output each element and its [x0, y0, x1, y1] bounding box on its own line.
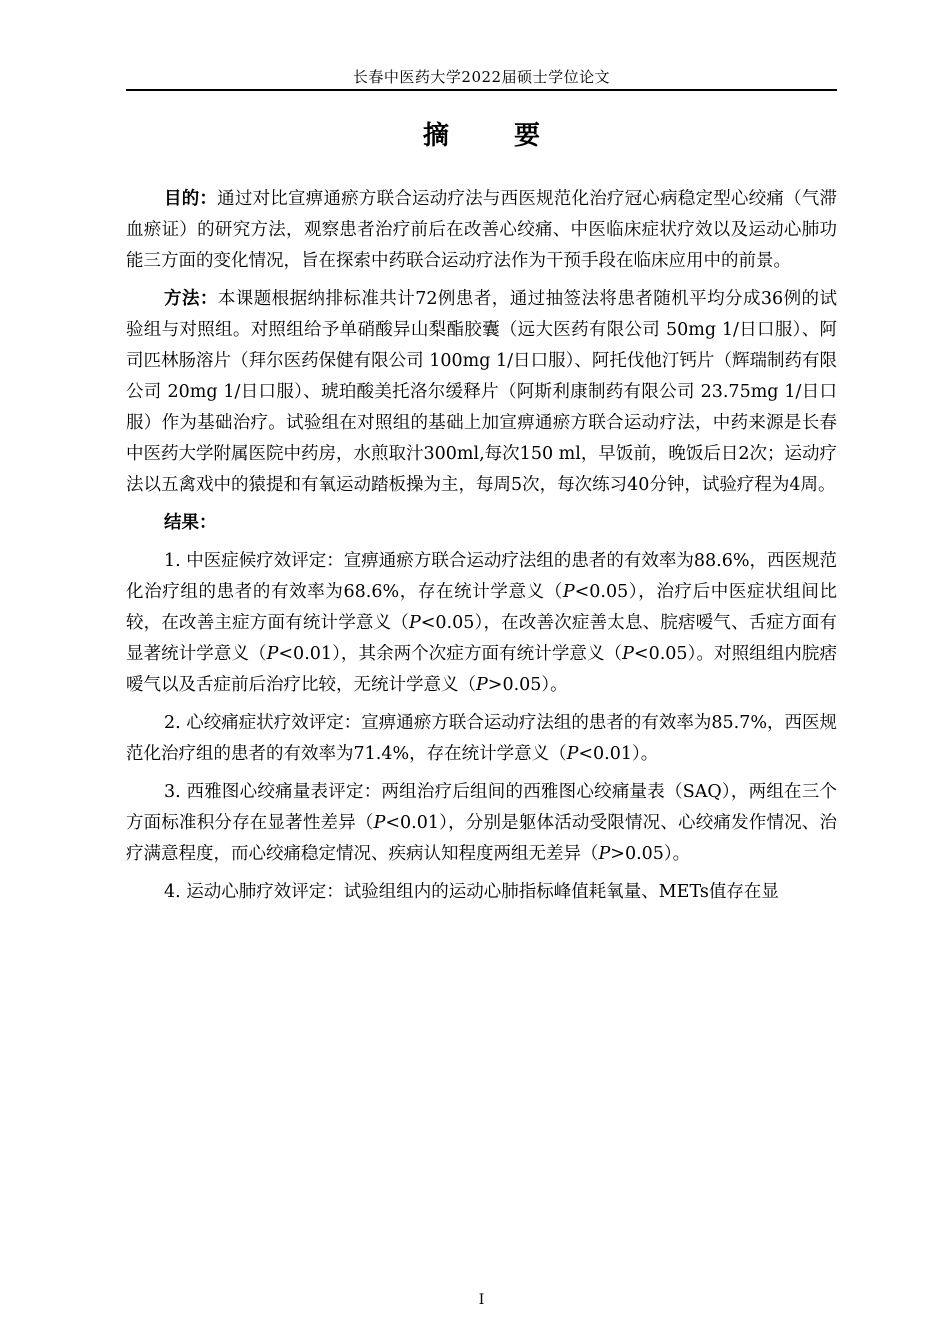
p-symbol: P: [622, 644, 634, 664]
result-text: <0.05），在改善次症善太息、脘痞嗳气、舌症方面有显著统计学意义（: [126, 613, 837, 664]
result-text: 4. 运动心肺疗效评定：试验组组内的运动心肺指标峰值耗氧量、METs值存在显: [164, 882, 779, 902]
p-symbol: P: [598, 844, 611, 864]
methods-label: 方法：: [164, 289, 218, 309]
result-text: <0.05），治疗后中医症状组间比较，在改善主症方面有统计学意义（: [126, 582, 837, 633]
result-text: >0.05）。: [610, 844, 691, 864]
objective-text: 通过对比宣痹通瘀方联合运动疗法与西医规范化治疗冠心病稳定型心绞痛（气滞血瘀证）的研究方法，观察患者治疗前后在改善心绞痛、中医临床症状疗效以及运动心肺功能三方面的变化情况，旨在探索中药联合运动疗法作为干预手段在临床应用中的前景。: [126, 189, 838, 271]
page-title: 摘 要: [422, 121, 569, 151]
result-text: 2. 心绞痛症状疗效评定：宣痹通瘀方联合运动疗法组的患者的有效率为85.7%，西医规范化治疗组的患者的有效率为71.4%，存在统计学意义（: [126, 713, 837, 764]
result-text: <0.05）。对照组组内脘痞嗳气以及舌症前后治疗比较，无统计学意义（: [126, 644, 837, 695]
result-text: <0.01），其余两个次症方面有统计学意义（: [278, 644, 623, 664]
results-item-1: [126, 546, 837, 701]
result-text: >0.05）。: [487, 675, 568, 695]
p-symbol: P: [266, 644, 279, 664]
methods-paragraph: [126, 284, 837, 501]
p-symbol: P: [476, 675, 488, 695]
running-header: 长春中医药大学2022届硕士学位论文: [352, 68, 611, 86]
results-item-2: [126, 708, 837, 770]
results-item-3: [126, 777, 837, 870]
p-symbol: P: [373, 813, 386, 833]
results-label: 结果：: [164, 513, 217, 533]
result-text: <0.01），分别是躯体活动受限情况、心绞痛发作情况、治疗满意程度，而心绞痛稳定情况、疾病认知程度两组无差异（: [126, 813, 837, 864]
objective-label: 目的：: [164, 189, 218, 209]
results-item-4: [126, 877, 837, 908]
page-number: I: [478, 1292, 485, 1308]
result-text: 1. 中医症候疗效评定：宣痹通瘀方联合运动疗法组的患者的有效率为88.6%，西医规范化治疗组的患者的有效率为68.6%，存在统计学意义（: [126, 551, 837, 602]
results-heading: [126, 508, 837, 539]
header-rule: [126, 89, 837, 91]
result-text: 3. 西雅图心绞痛量表评定：两组治疗后组间的西雅图心绞痛量表（SAQ），两组在三个方面标准积分存在显著性差异（: [126, 782, 837, 833]
result-text: <0.01）。: [578, 744, 659, 764]
p-symbol: P: [408, 613, 421, 633]
p-symbol: P: [562, 582, 575, 602]
abstract-body: [126, 184, 837, 915]
methods-text: 本课题根据纳排标准共计72例患者，通过抽签法将患者随机平均分成36例的试验组与对照组。对照组给予单硝酸异山梨酯胶囊（远大医药有限公司 50mg 1/日口服）、阿司匹林肠溶片（拜尔医药保健有限公司 100mg 1/日口服）、阿托伐他汀钙片（辉瑞制药有限公司 20mg 1/日口服）、琥珀酸美托洛尔缓释片（阿斯利康制药有限公司 23.75mg 1/日口服）作为基础治疗。试验组在对照组的基础上加宣痹通瘀方联合运动疗法，中药来源是长春中医药大学附属医院中药房，水煎取汁300ml,每次150 ml，早饭前，晚饭后日2次；运动疗法以五禽戏中的猿提和有氧运动踏板操为主，每周5次，每次练习40分钟，试验疗程为4周。: [126, 289, 838, 495]
objective-paragraph: [126, 184, 837, 277]
p-symbol: P: [566, 744, 579, 764]
